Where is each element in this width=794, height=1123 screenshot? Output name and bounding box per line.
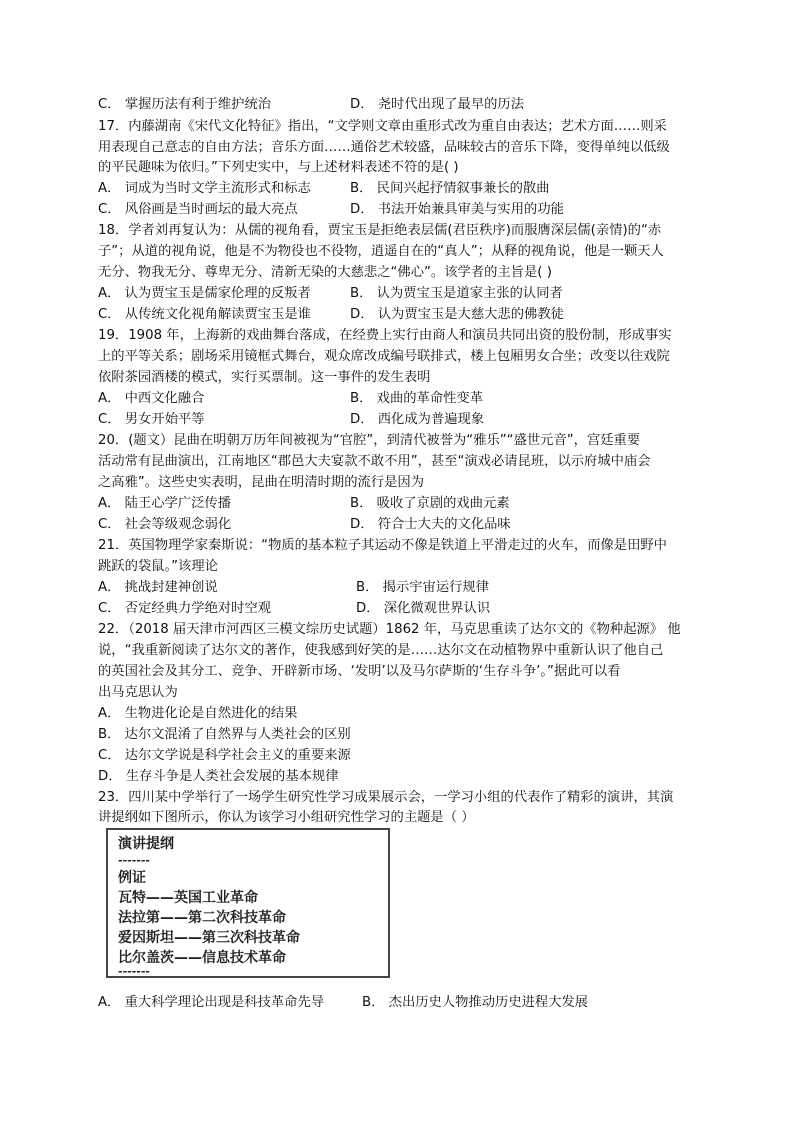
q18-option-d: D． 认为贾宝玉是大慈大悲的佛教徒 <box>350 307 564 322</box>
q16-option-d: D． 尧时代出现了最早的历法 <box>350 97 525 112</box>
q22-stem-line: 出马克思认为 <box>98 685 178 700</box>
q20-stem-line: 20．(题文）昆曲在明朝万历年间被视为“官腔”，到清代被誉为“雅乐”“盛世元音”，宫廷重要 <box>98 433 641 448</box>
q19-option-c: C． 男女开始平等 <box>98 412 205 427</box>
q22-stem-line: 的英国社会及其分工、竞争、开辟新市场、‘发明’以及马尔萨斯的‘生存斗争’。”据此可以看 <box>98 664 621 679</box>
q17-stem-line: 17．内藤湖南《宋代文化特征》指出，“文学则文章由重形式改为重自由表达；艺术方面……则采 <box>98 119 667 134</box>
q23-option-b: B． 杰出历史人物推动历史进程大发展 <box>362 995 589 1010</box>
q18-option-a: A． 认为贾宝玉是儒家伦理的反叛者 <box>98 286 311 301</box>
q22-option-c: C． 达尔文学说是科学社会主义的重要来源 <box>98 748 351 763</box>
q17-option-d: D． 书法开始兼具审美与实用的功能 <box>350 202 564 217</box>
q18-stem-line: 18．学者刘再复认为：从儒的视角看，贾宝玉是拒绝表层儒(君臣秩序)而服膺深层儒(亲情)的“赤 <box>98 223 662 238</box>
q22-stem-line: 说，“我重新阅读了达尔文的著作，使我感到好笑的是……达尔文在动植物界中重新认识了他自己 <box>98 643 664 658</box>
q20-option-b: B． 吸收了京剧的戏曲元素 <box>350 496 510 511</box>
q21-option-c: C． 否定经典力学绝对时空观 <box>98 601 272 616</box>
outline-examples-heading: 例证 <box>118 870 146 886</box>
q21-stem-line: 21．英国物理学家秦斯说：“物质的基本粒子其运动不像是铁道上平滑走过的火车，而像是田野中 <box>98 538 667 553</box>
q21-option-a: A． 挑战封建神创说 <box>98 580 218 595</box>
outline-item: 法拉第——第二次科技革命 <box>118 910 286 926</box>
q17-stem-line: 用表现自己意志的自由方法；音乐方面……通俗艺术较盛，品味较古的音乐下降，变得单纯以低级 <box>98 140 670 155</box>
outline-ellipsis: ------- <box>118 854 150 867</box>
q19-option-d: D． 西化成为普遍现象 <box>350 412 485 427</box>
q19-option-b: B． 戏曲的革命性变革 <box>350 391 484 406</box>
q21-option-d: D． 深化微观世界认识 <box>356 601 491 616</box>
q23-stem-line: 讲提纲如下图所示，你认为该学习小组研究性学习的主题是（ ） <box>98 810 475 825</box>
q20-option-d: D． 符合士大夫的文化品味 <box>350 517 511 532</box>
q18-stem-line: 无分、物我无分、尊卑无分、清新无染的大慈悲之“佛心”。该学者的主旨是( ) <box>98 265 552 280</box>
outline-item: 爱因斯坦——第三次科技革命 <box>118 930 300 946</box>
speech-outline-figure <box>106 828 390 978</box>
q20-option-a: A． 陆王心学广泛传播 <box>98 496 231 511</box>
q18-option-b: B． 认为贾宝玉是道家主张的认同者 <box>350 286 563 301</box>
q23-stem-line: 23．四川某中学举行了一场学生研究性学习成果展示会，一学习小组的代表作了精彩的演讲，其演 <box>98 790 674 805</box>
q18-option-c: C． 从传统文化视角解读贾宝玉是谁 <box>98 307 311 322</box>
q22-option-a: A． 生物进化论是自然进化的结果 <box>98 706 298 721</box>
q20-stem-line: 活动常有昆曲演出，江南地区“郡邑大夫宴款不敢不用”，甚至“演戏必请昆班，以示府城中庙会 <box>98 454 651 469</box>
q19-option-a: A． 中西文化融合 <box>98 391 205 406</box>
outline-item: 比尔盖茨——信息技术革命 <box>118 950 286 966</box>
q21-option-b: B． 揭示宇宙运行规律 <box>356 580 490 595</box>
q17-option-b: B． 民间兴起抒情叙事兼长的散曲 <box>350 181 550 196</box>
q19-stem-line: 19．1908 年，上海新的戏曲舞台落成，在经费上实行由商人和演员共同出资的股份制，形成事实 <box>98 328 672 343</box>
outline-title: 演讲提纲 <box>118 836 174 852</box>
q22-option-d: D． 生存斗争是人类社会发展的基本规律 <box>98 769 339 784</box>
q19-stem-line: 上的平等关系；剧场采用镜框式舞台，观众席改成编号联排式，楼上包厢男女合坐；改变以往戏院 <box>98 349 670 364</box>
q20-stem-line: 之高雅”。这些史实表明，昆曲在明清时期的流行是因为 <box>98 475 425 490</box>
outline-ellipsis: ------- <box>118 965 150 978</box>
q23-option-a: A． 重大科学理论出现是科技革命先导 <box>98 995 325 1010</box>
q17-option-a: A． 词成为当时文学主流形式和标志 <box>98 181 311 196</box>
q19-stem-line: 依附茶园酒楼的模式，实行买票制。这一事件的发生表明 <box>98 370 431 385</box>
q21-stem-line: 跳跃的袋鼠。”该理论 <box>98 559 218 574</box>
q22-option-b: B． 达尔文混淆了自然界与人类社会的区别 <box>98 727 351 742</box>
q17-option-c: C． 风俗画是当时画坛的最大亮点 <box>98 202 298 217</box>
q17-stem-line: 的平民趣味为依归。”下列史实中，与上述材料表述不符的是( ) <box>98 160 459 175</box>
q22-stem-line: 22．（2018 届天津市河西区三模文综历史试题）1862 年，马克思重读了达尔文的《物种起源》 他 <box>98 622 681 637</box>
q20-option-c: C． 社会等级观念弱化 <box>98 517 232 532</box>
q18-stem-line: 子”；从道的视角说，他是不为物役也不役物，逍遥自在的“真人”；从释的视角说，他是一颗天人 <box>98 244 664 259</box>
outline-item: 瓦特——英国工业革命 <box>118 890 258 906</box>
q16-option-c: C． 掌握历法有利于维护统治 <box>98 97 272 112</box>
